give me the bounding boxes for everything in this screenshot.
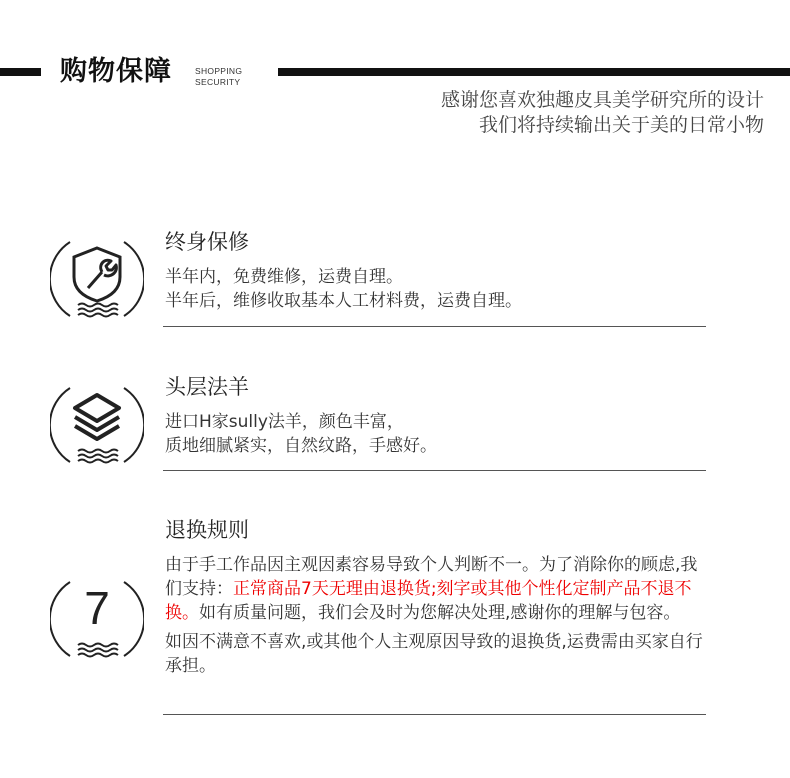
- divider: [163, 326, 706, 327]
- section-body: [165, 553, 710, 678]
- seven-days-number: 7: [84, 582, 110, 634]
- shield-wrench-icon: [50, 232, 144, 326]
- section-body: [165, 265, 710, 313]
- section-title: 退换规则: [165, 518, 249, 542]
- page-title: 购物保障: [60, 56, 172, 87]
- section-title: 头层法羊: [165, 375, 249, 399]
- body-paragraph-2: 如因不满意不喜欢,或其他个人主观原因导致的退换货,运费需由买家自行承担。: [165, 632, 703, 676]
- layers-icon: [50, 378, 144, 472]
- body-line: 质地细腻紧实，自然纹路，手感好。: [165, 436, 437, 456]
- thanks-line-1: 感谢您喜欢独趣皮具美学研究所的设计: [440, 89, 764, 111]
- title-en-line2: SECURITY: [195, 77, 241, 87]
- divider: [163, 470, 706, 471]
- thanks-line-2: 我们将持续输出关于美的日常小物: [478, 114, 764, 136]
- seven-days-icon: [50, 572, 144, 666]
- title-en-line1: SHOPPING: [195, 66, 243, 76]
- section-title: 终身保修: [165, 230, 249, 254]
- divider: [163, 714, 706, 715]
- page-title-english: [195, 66, 242, 88]
- thanks-text: [441, 88, 764, 138]
- body-line: 半年内，免费维修，运费自理。: [165, 267, 403, 287]
- header-bar-right: [278, 68, 790, 76]
- policy-text: 如有质量问题，我们会及时为您解决处理,感谢你的理解与包容。: [199, 603, 681, 623]
- body-paragraph-1: [165, 553, 710, 625]
- body-line: 进口H家sully法羊，颜色丰富，: [165, 412, 404, 432]
- policy-highlight: 正常商品7天无理由退换货;刻字或其他个性化定制产品不退不换。: [165, 579, 692, 623]
- section-body: [165, 410, 710, 458]
- body-line: 半年后，维修收取基本人工材料费，运费自理。: [165, 291, 522, 311]
- policy-text: 由于手工作品因主观因素容易导致个人判断不一。为了消除你的顾虑,我们支持：: [165, 555, 698, 599]
- header-bar-left: [0, 68, 41, 76]
